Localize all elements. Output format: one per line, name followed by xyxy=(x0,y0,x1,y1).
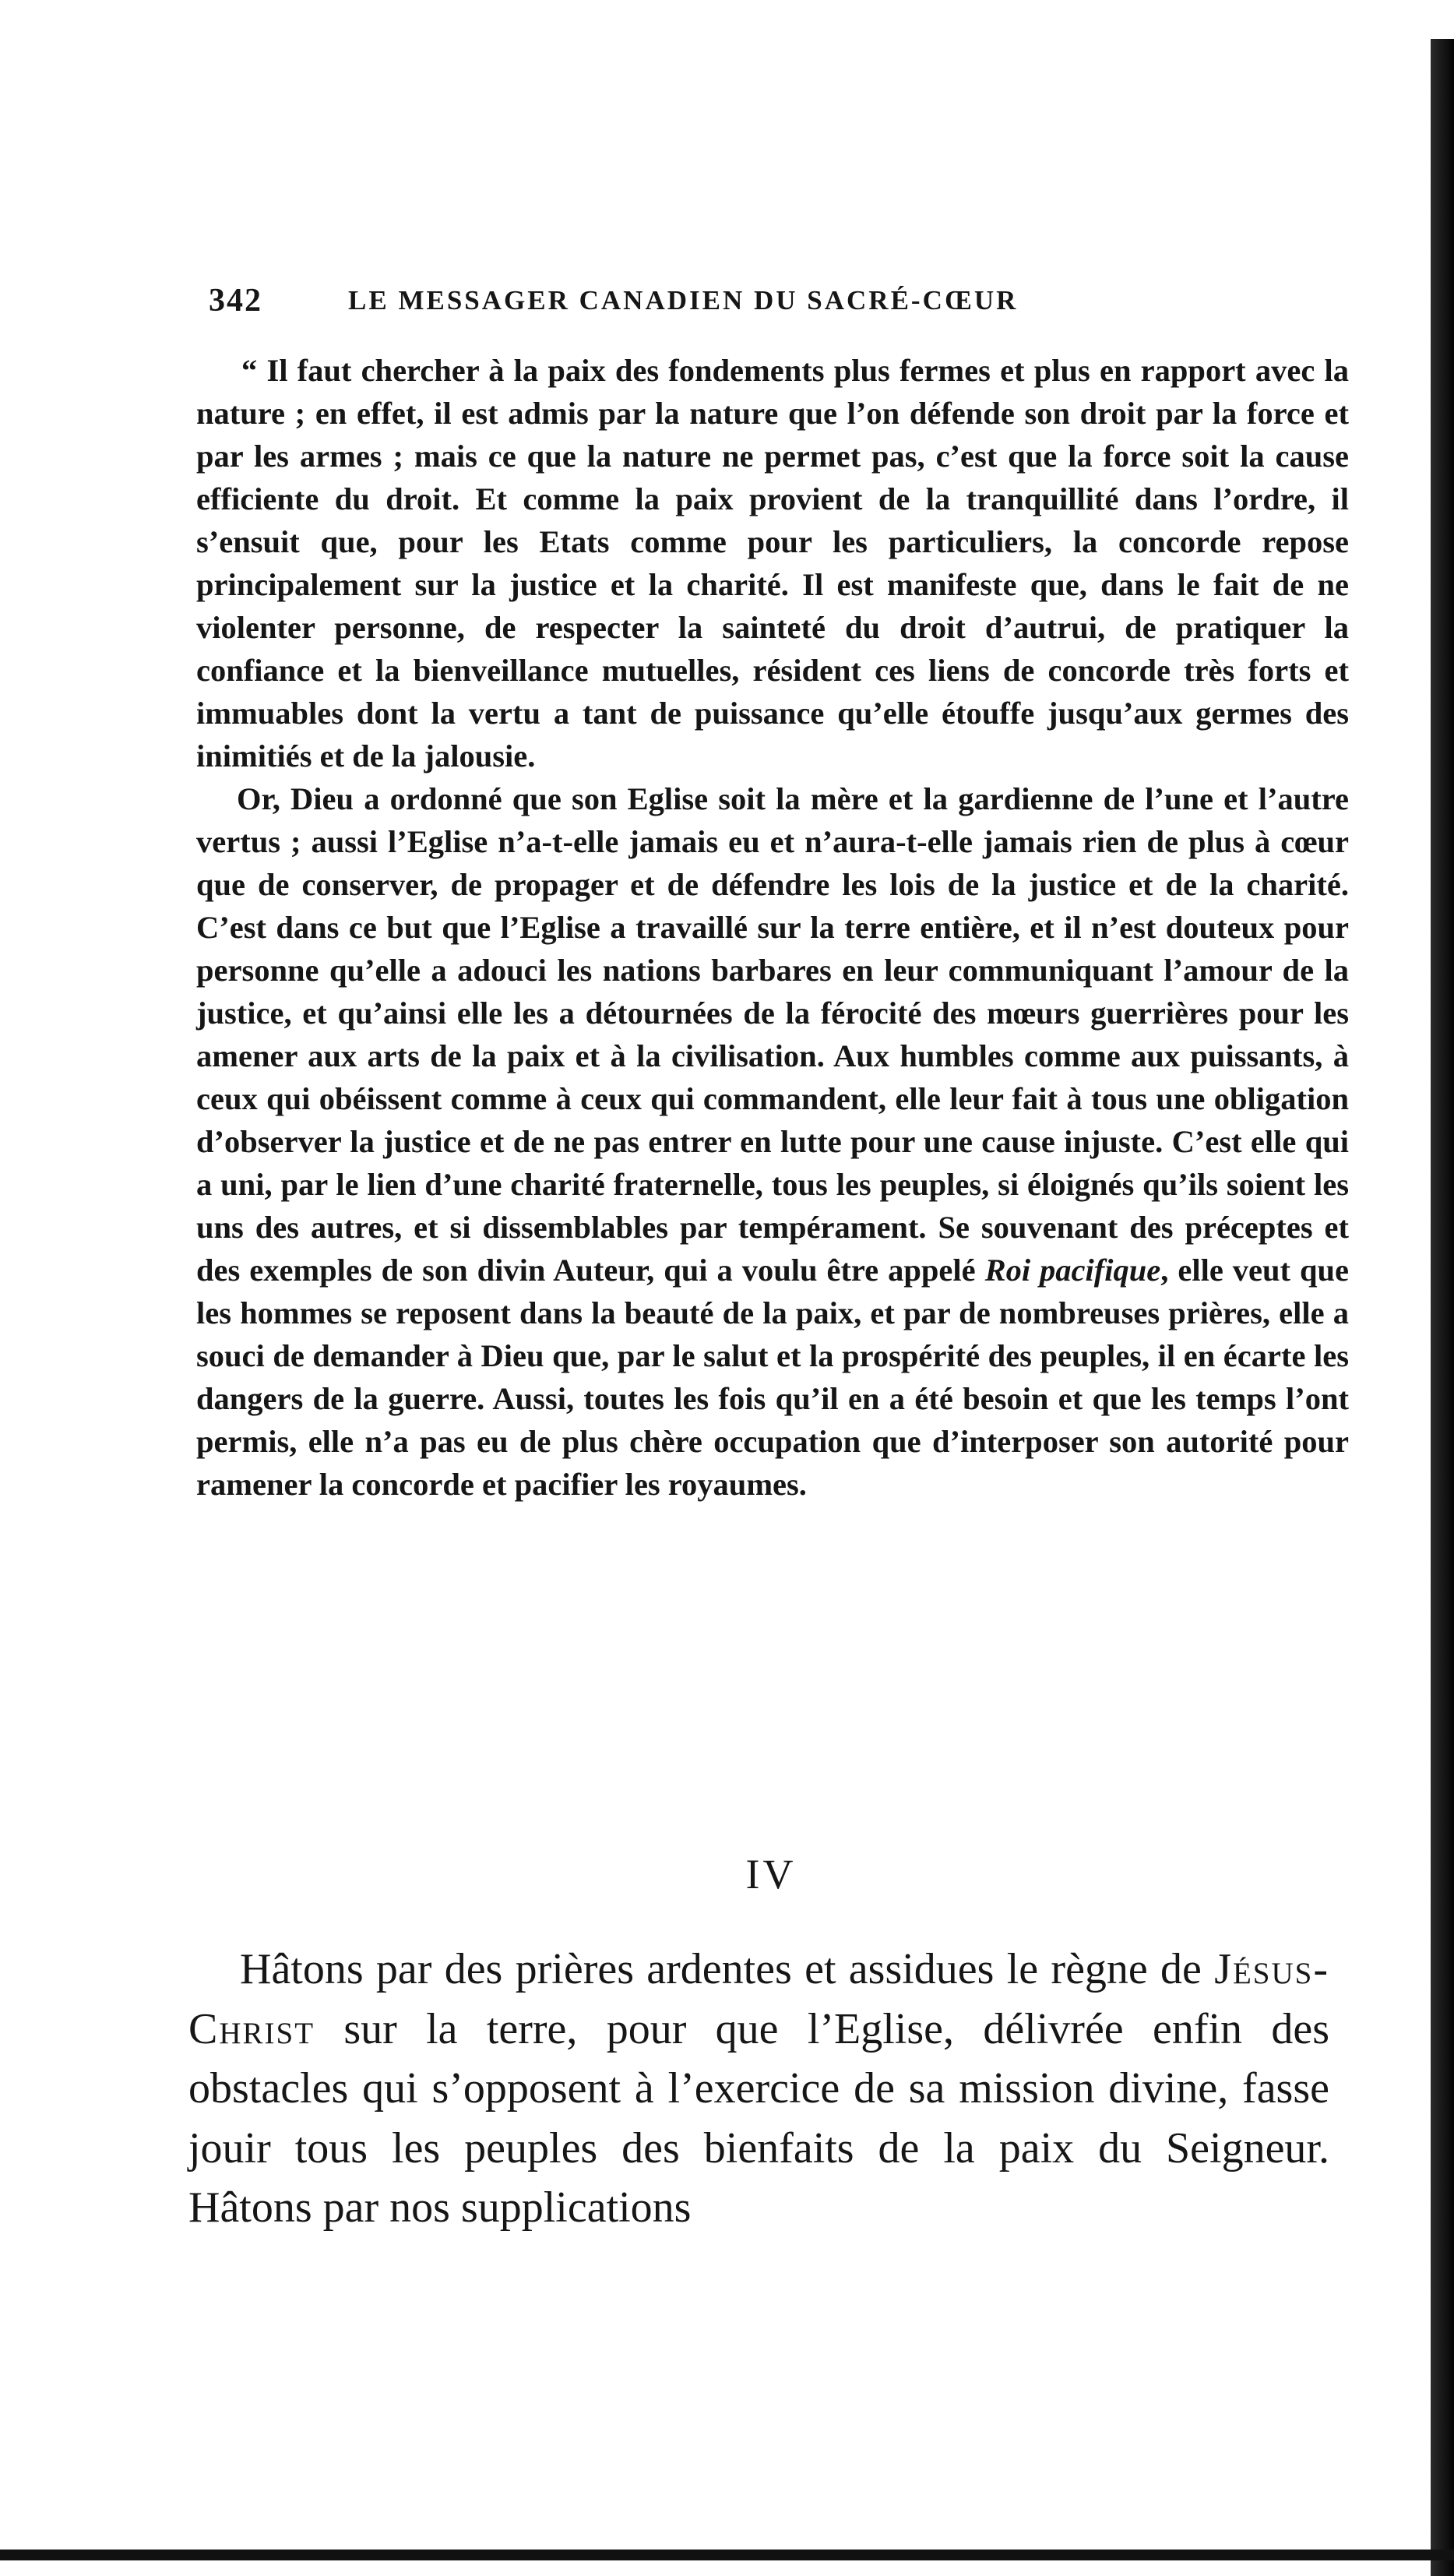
section-numeral: IV xyxy=(745,1851,797,1898)
closing-paragraph xyxy=(188,1940,1329,2238)
running-title: LE MESSAGER CANADIEN DU SACRÉ-CŒUR xyxy=(348,285,1019,315)
italic-title: Roi pacifique xyxy=(984,1253,1161,1288)
paragraph-text: Or, Dieu a ordonné que son Eglise soit la mère et la gardienne de l’une et l’autre vertus ; aussi l’Eglise n’a-t-elle jamais eu et n’aura-t-elle jamais rien de plus à cœur que de conserver, de propager et de défendre les lois de la justice et de la charité. C’est dans ce but que l’Eglise a travaillé sur la terre entière, et il n’est douteux pour personne qu’elle a adouci les nations barbares en leur communiquant l’amour de la justice, et qu’ainsi elle les a détournées de la férocité des mœurs guerrières pour les amener aux arts de la paix et à la civilisation. Aux humbles comme aux puissants, à ceux qui obéissent comme à ceux qui commandent, elle leur fait à tous une obligation d’observer la justice et de ne pas entrer en lutte pour une cause injuste. C’est elle qui a uni, par le lien d’une charité fraternelle, tous les peuples, si éloignés qu’ils soient les uns des autres, et si dissemblables par tempérament. Se souvenant des préceptes et des exemples de son divin Auteur, qui a voulu être appelé xyxy=(196,781,1349,1288)
paragraph-text: “ Il faut chercher à la paix des fondements plus fermes et plus en rapport avec la nature ; en effet, il est admis par la nature que l’on défende son droit par la force et par les armes ; mais ce que la nature ne permet pas, c’est que la force soit la cause efficiente du droit. Et comme la paix provient de la tranquillité dans l’ordre, il s’ensuit que, pour les Etats comme pour les particuliers, la concorde repose principalement sur la justice et la charité. Il est manifeste que, dans le fait de ne violenter personne, de respecter la sainteté du droit d’autrui, de pratiquer la confiance et la bienveillance mutuelles, résident ces liens de concorde très forts et immuables dont la vertu a tant de puissance qu’elle étouffe jusqu’aux germes des inimitiés et de la jalousie. xyxy=(196,353,1349,774)
page-number: 342 xyxy=(209,283,262,319)
paragraph-text: sur la terre, pour que l’Eglise, délivrée enfin des obstacles qui s’opposent à l’exercice de sa mission divine, fasse jouir tous les peuples des bienfaits de la paix du Seigneur. Hâtons par nos supplications xyxy=(188,2004,1329,2232)
bottom-edge-rule xyxy=(0,2550,1454,2560)
small-caps-name: Jésus-Christ xyxy=(188,1945,1329,2053)
paragraph xyxy=(188,1940,1329,2238)
main-text xyxy=(196,349,1349,1506)
paragraph-text: Hâtons par des prières ardentes et assidues le règne de xyxy=(240,1945,1215,1993)
page-edge-shadow xyxy=(1431,39,1454,2576)
paragraph xyxy=(196,777,1349,1506)
paragraph xyxy=(196,349,1349,777)
running-header xyxy=(209,277,1315,324)
paragraph-text: , elle veut que les hommes se reposent dans la beauté de la paix, et par de nombreuses prières, elle a souci de demander à Dieu que, par le salut et la prospérité des peuples, il en écarte les dangers de la guerre. Aussi, toutes les fois qu’il en a été besoin et que les temps l’ont permis, elle n’a pas eu de plus chère occupation que d’interposer son autorité pour ramener la concorde et pacifier les royaumes. xyxy=(196,1253,1350,1502)
